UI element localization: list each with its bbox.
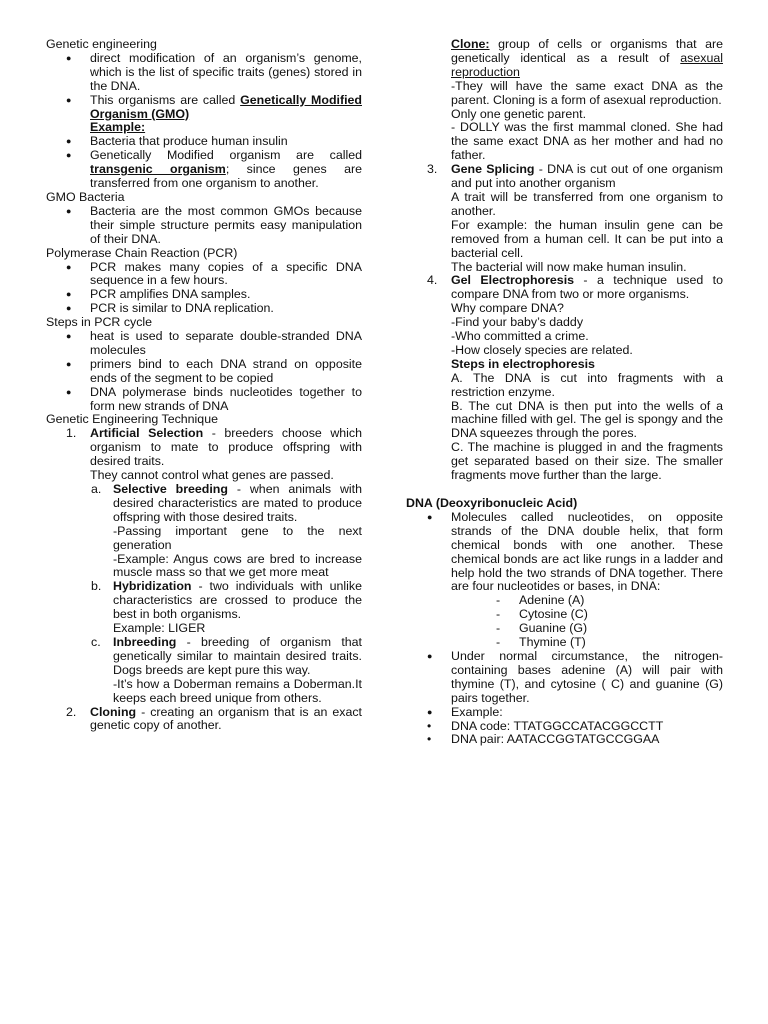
cloning-item: 2. Cloning - creating an organism that is an exact genetic copy of another.: [66, 704, 362, 733]
dna-heading: DNA (Deoxyribonucleic Acid): [406, 496, 578, 510]
base-item: - Cytosine (C): [496, 607, 588, 622]
genetic-engineering-list: [46, 52, 362, 191]
dna-pair: • DNA pair: AATACCGGTATGCCGGAA: [406, 733, 723, 747]
electrophoresis-steps-heading: Steps in electrophoresis: [451, 356, 595, 371]
list-item: ● primers bind to each DNA strand on opposite ends of the segment to be copied: [46, 358, 362, 386]
genetic-engineering-heading: Genetic engineering: [46, 37, 157, 51]
cloning-term: Cloning: [90, 704, 137, 719]
dna-example-list: [406, 720, 723, 748]
gene-splicing-item: 3. Gene Splicing - DNA is cut out of one organism and put into another organism A trait will be transferred from one organism to another. For example: the human insulin gene can be removed from a human cell. It can be put into a bacterial cell. The bacterial will now make human insulin.: [427, 162, 724, 274]
inbreeding-item: c. Inbreeding - breeding of organism that genetically similar to maintain desired traits. Dogs breeds are kept pure this way. -It’s how a Doberman remains a Doberman.It keeps each breed unique from others.: [91, 634, 362, 705]
selective-breeding-item: a. Selective breeding - when animals with desired characteristics are mated to produce offspring with those desired traits. -Passing important gene to the next generation -Example: Angus cows are bred to increase muscle mass so that we get more meat: [91, 482, 363, 580]
pcr-heading: Polymerase Chain Reaction (PCR): [46, 245, 238, 260]
list-item: ● This organisms are called Genetically Modified Organism (GMO) Example:: [46, 94, 362, 136]
list-item: ● Example:: [406, 706, 723, 720]
artificial-selection-item: 1. Artificial Selection - breeders choose which organism to mate to produce offspring with desired traits. They cannot control what genes are passed. a. Selective breeding - when animals with desired characteristics are mated to produce offspring with those desired traits. -Passing important gene to the next generation -Example: Angus cows are bred to increase muscle mass so that we get more meat b. Hybridization - two individuals with unlike characteristics are crossed to produce the best in both organisms. Example: LIGER c. Inbreeding - breeding of organism that genetically similar to maintain desired traits. Dogs breeds are kept pure this way. -It’s how a Doberman remains a Doberman.It keeps each breed unique from others.: [66, 426, 363, 705]
list-item: ● Bacteria are the most common GMOs because their simple structure permits easy manipulation of their DNA.: [46, 205, 362, 247]
gmo-term: Genetically Modified Organism (GMO): [90, 92, 362, 121]
right-column: [406, 38, 723, 747]
pcr-steps-list: [46, 330, 362, 413]
list-item: ● heat is used to separate double-stranded DNA molecules: [46, 330, 362, 358]
gel-electrophoresis-term: Gel Electrophoresis: [451, 273, 575, 288]
list-item: ● direct modification of an organism’s genome, which is the list of specific traits (genes) stored in the DNA.: [46, 52, 362, 94]
example-label: Example:: [90, 120, 146, 135]
clone-definition: Clone: group of cells or organisms that are genetically identical as a result of asexual reproduction -They will have the same exact DNA as the parent. Cloning is a form of asexual reproduction. Only one genetic parent. - DOLLY was the first mammal cloned. She had the same exact DNA as her mother and had no father.: [451, 37, 723, 163]
list-item: ● Genetically Modified organism are called transgenic organism; since genes are transferred from one organism to another.: [46, 149, 362, 191]
list-item: ● Under normal circumstance, the nitrogen-containing bases adenine (A) will pair with thymine (T), and cytosine ( C) and guanine (G) pairs together.: [406, 650, 723, 706]
artificial-selection-term: Artificial Selection: [90, 426, 204, 441]
transgenic-term: transgenic organism: [90, 162, 226, 177]
base-item: - Adenine (A): [496, 593, 585, 608]
asexual-reproduction-term: asexual reproduction: [451, 50, 723, 79]
gmo-bacteria-list: [46, 205, 362, 247]
inbreeding-term: Inbreeding: [113, 634, 177, 649]
base-item: - Thymine (T): [496, 635, 586, 650]
pcr-list: [46, 261, 362, 317]
list-item: ● PCR makes many copies of a specific DNA sequence in a few hours.: [46, 261, 362, 289]
left-column: [46, 38, 362, 733]
selective-breeding-term: Selective breeding: [113, 482, 228, 496]
technique-heading: Genetic Engineering Technique: [46, 412, 218, 427]
base-item: - Guanine (G): [496, 621, 588, 636]
gel-electrophoresis-item: 4. Gel Electrophoresis - a technique used to compare DNA from two or more organisms. Why compare DNA? -Find your baby’s daddy -Who committed a crime. -How closely species are related. Steps in electrophoresis A. The DNA is cut into fragments with a restriction enzyme. B. The cut DNA is then put into the wells of a machine filled with gel. The gel is spongy and the DNA squeezes through the pores. C. The machine is plugged in and the fragments get separated based on their size. The smaller fragments move further than the large.: [427, 273, 723, 483]
list-item: ● Molecules called nucleotides, on opposite strands of the DNA double helix, that form chemical bonds with one another. These chemical bonds are act like rungs in a ladder and help hold the two strands of DNA together. There are four nucleotides or bases, in DNA: - Adenine (A) - Cytosine (C) - Guanine (G) - Thymine (T): [406, 511, 723, 650]
list-item: ● DNA polymerase binds nucleotides together to form new strands of DNA: [46, 386, 362, 414]
list-item: ● PCR amplifies DNA samples.: [46, 288, 362, 302]
gene-splicing-term: Gene Splicing: [451, 162, 535, 177]
hybridization-item: b. Hybridization - two individuals with unlike characteristics are crossed to produce the best in both organisms. Example: LIGER: [91, 579, 362, 636]
dna-list: [406, 511, 723, 720]
gmo-bacteria-heading: GMO Bacteria: [46, 189, 125, 204]
pcr-steps-heading: Steps in PCR cycle: [46, 315, 153, 330]
hybridization-term: Hybridization: [113, 579, 192, 594]
list-item: ● Bacteria that produce human insulin: [46, 135, 362, 149]
dna-code: • DNA code: TTATGGCCATACGGCCTT: [406, 720, 723, 734]
list-item: ● PCR is similar to DNA replication.: [46, 302, 362, 316]
clone-term: Clone:: [451, 37, 490, 51]
